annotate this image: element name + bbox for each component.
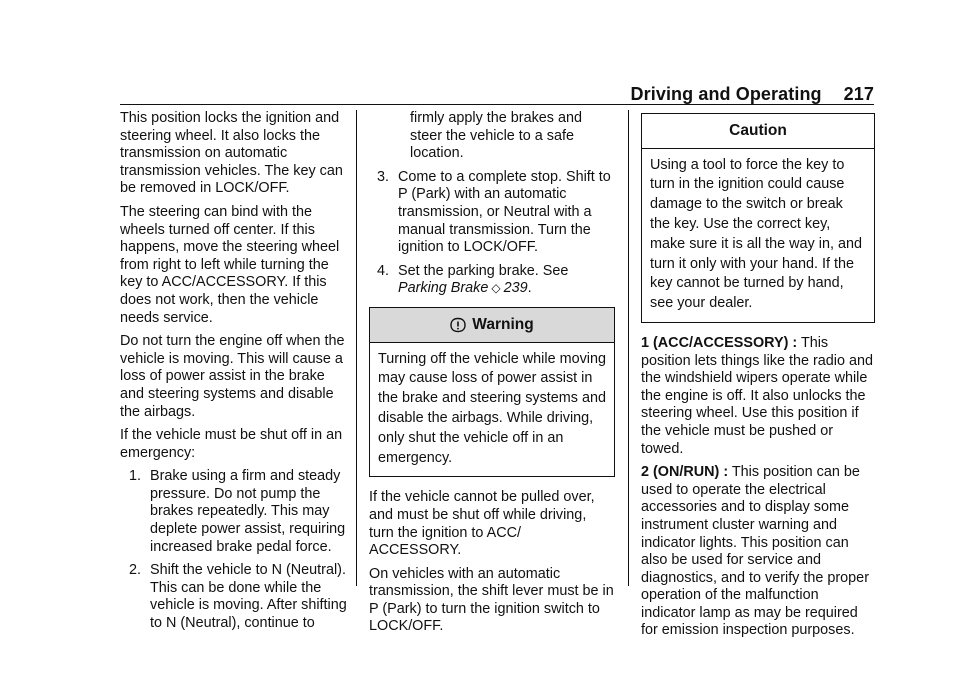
step-number: 2. bbox=[128, 562, 141, 579]
acc-term: 1 (ACC/ACCESSORY) : bbox=[641, 334, 798, 351]
step-text-lead: Set the parking brake. See bbox=[398, 262, 569, 279]
column-3 bbox=[641, 110, 875, 646]
warning-header bbox=[370, 308, 614, 343]
warning-body: Turning off the vehicle while moving may cause loss of power assist in the brake and steering systems and disable the airbags. While driving, only shut the vehicle off in an emergency. bbox=[378, 350, 606, 466]
step-number: 1. bbox=[128, 468, 141, 485]
step-continuation: firmly apply the brakes and steer the vehicle to a safe location. bbox=[410, 110, 582, 162]
paragraph-cannot-pull-over: If the vehicle cannot be pulled over, and must be shut off while driving, turn the ignition to ACC/ ACCESSORY. bbox=[369, 489, 595, 559]
paragraph-on-run-position bbox=[641, 464, 875, 640]
xref-title: Parking Brake bbox=[398, 280, 489, 297]
step-text: Brake using a firm and steady pressure. Do not pump the brakes repeatedly. This may deplete power assist, requiring increased brake pedal force. bbox=[150, 468, 346, 555]
parking-brake-link[interactable] bbox=[398, 280, 528, 298]
paragraph-engine-off-warning: Do not turn the engine off when the vehicle is moving. This will cause a loss of power assist in the brake and steering systems and disable the airbags. bbox=[120, 333, 345, 420]
emergency-steps-list bbox=[120, 468, 352, 632]
on-run-term: 2 (ON/RUN) : bbox=[641, 464, 729, 481]
xref-end: . bbox=[527, 280, 532, 297]
page-header bbox=[631, 84, 874, 105]
column-divider-1 bbox=[356, 110, 357, 586]
caution-header bbox=[642, 114, 874, 149]
list-item bbox=[369, 263, 615, 298]
list-item bbox=[120, 562, 352, 632]
paragraph-acc-position bbox=[641, 335, 875, 458]
page-ref-icon: ◇ bbox=[491, 281, 501, 296]
header-rule bbox=[120, 104, 874, 105]
list-item bbox=[120, 468, 352, 556]
column-2 bbox=[369, 110, 615, 642]
emergency-steps-list-continued bbox=[369, 169, 615, 298]
column-divider-2 bbox=[628, 110, 629, 586]
paragraph-lock-position: This position locks the ignition and steering wheel. It also locks the transmission on automatic transmission vehicles. The key can be removed in LOCK/OFF. bbox=[120, 110, 343, 197]
caution-body: Using a tool to force the key to turn in the ignition could cause damage to the switch or break the key. Use the correct key, make sure it is all the way in, and turn it only with your hand. If the key cannot be turned by hand, see your dealer. bbox=[650, 156, 862, 312]
on-run-description: This position can be used to operate the electrical accessories and to display some instrument cluster warning and indicator lights. This position can also be used for service and diagnostics, and to verify the proper operation of the malfunction indicator lamp as may be required for emission inspection purposes. bbox=[641, 464, 869, 639]
step-number: 3. bbox=[376, 168, 389, 185]
acc-description: This position lets things like the radio and the windshield wipers operate while the engine is off. It also unlocks the steering wheel. Use this position if the vehicle must be pushed or towed. bbox=[641, 334, 873, 457]
paragraph-shift-lever-park: On vehicles with an automatic transmission, the shift lever must be in P (Park) to turn the ignition switch to LOCK/OFF. bbox=[369, 565, 614, 635]
xref-page: 239 bbox=[503, 280, 528, 297]
caution-title: Caution bbox=[729, 122, 787, 139]
paragraph-emergency-intro: If the vehicle must be shut off in an emergency: bbox=[120, 427, 343, 461]
warning-title: Warning bbox=[472, 315, 534, 333]
warning-icon bbox=[450, 317, 466, 333]
paragraph-steering-bind: The steering can bind with the wheels turned off center. If this happens, move the steering wheel from right to left while turning the key to ACC/ACCESSORY. If this does not work, then the vehicle needs service. bbox=[120, 203, 340, 326]
page-number: 217 bbox=[843, 84, 874, 104]
warning-box bbox=[369, 307, 615, 477]
list-item bbox=[369, 169, 615, 257]
step-number: 4. bbox=[376, 262, 389, 279]
caution-box bbox=[641, 113, 875, 323]
step-text: Shift the vehicle to N (Neutral). This can be done while the vehicle is moving. After shifting to N (Neutral), continue to bbox=[150, 562, 347, 632]
step-text: Come to a complete stop. Shift to P (Park) with an automatic transmission, or Neutral with a manual transmission. Turn the ignition to LOCK/OFF. bbox=[398, 168, 611, 256]
section-title: Driving and Operating bbox=[630, 84, 822, 104]
step-text bbox=[389, 263, 615, 298]
column-1 bbox=[120, 110, 352, 639]
